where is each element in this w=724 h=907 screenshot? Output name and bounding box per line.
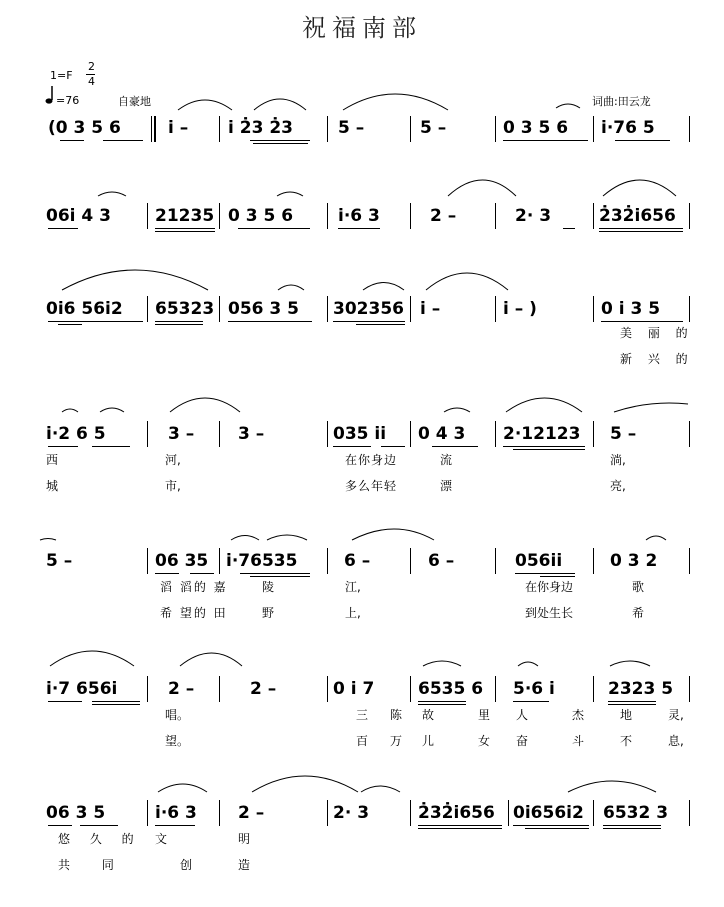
lyric-line-2: 多么年轻 (345, 479, 398, 493)
lyric-line-1: 灵, (668, 708, 684, 722)
measure: 0 i 7 (333, 679, 375, 699)
measure: 0 3 5 6 (503, 118, 569, 138)
lyric-line-1: 陵 (262, 580, 275, 594)
measure: 06i 4 3 (46, 206, 111, 226)
lyric-line-1: 河, (165, 453, 181, 467)
time-signature-top: 2 (88, 60, 95, 73)
measure: 2 – (168, 679, 195, 699)
measure: 0 i 3 5 (601, 299, 661, 319)
lyric-line-2: 息, (668, 734, 684, 748)
lyric-line-1: 悠 久 的 (58, 832, 142, 846)
lyric-line-2: 不 (620, 734, 633, 748)
lyric-line-1: 明 (238, 832, 251, 846)
lyric-line-2: 野 (262, 606, 275, 620)
lyric-line-1: 江, (345, 580, 361, 594)
page-title: 祝福南部 (302, 14, 422, 42)
measure: 06 3 5 (46, 803, 106, 823)
lyric-line-2: 希 (632, 606, 645, 620)
lyric-line-2: 创 (180, 858, 193, 872)
key-signature: 1=F (50, 69, 73, 82)
lyric-line-2: 女 (478, 734, 491, 748)
lyric-line-2: 希 望的 田 (160, 606, 228, 620)
measure: 2 – (430, 206, 457, 226)
lyric-line-1: 西 (46, 453, 59, 467)
measure: 2· 3 (333, 803, 370, 823)
measure: 3 – (168, 424, 195, 444)
measure: 056 3 5 (228, 299, 299, 319)
lyric-line-1: 淌, (610, 453, 626, 467)
lyric-line-1: 三 (356, 708, 369, 722)
measure: 5·6 i (513, 679, 555, 699)
measure: 6535 6 (418, 679, 484, 699)
lyric-line-1: 流 (440, 453, 453, 467)
measure: 2·12123 (503, 424, 581, 444)
measure: i·2 6 5 (46, 424, 106, 444)
measure: 3 – (238, 424, 265, 444)
measure: 0 3 5 6 (228, 206, 294, 226)
lyric-line-1: 地 (620, 708, 633, 722)
measure: 06 35 (155, 551, 209, 571)
lyric-line-1: 里 (478, 708, 491, 722)
measure: 2323 5 (608, 679, 674, 699)
lyric-line-2: 市, (165, 479, 181, 493)
measure: i – (420, 299, 441, 319)
measure: 0 3 2 (610, 551, 658, 571)
lyric-line-1: 美 丽 的 (620, 326, 694, 340)
measure: i – (168, 118, 189, 138)
lyric-line-2: 共 同 (58, 858, 128, 872)
lyric-line-2: 亮, (610, 479, 626, 493)
measure: 6532 3 (603, 803, 669, 823)
measure: 5 – (420, 118, 447, 138)
lyric-line-1: 在你身边 (525, 580, 574, 594)
measure: i – ) (503, 299, 537, 319)
lyric-line-1: 陈 (390, 708, 403, 722)
measure: 0 4 3 (418, 424, 466, 444)
measure: 035 ii (333, 424, 387, 444)
lyric-line-2: 新 兴 的 (620, 352, 694, 366)
measure: 21235 (155, 206, 215, 226)
lyric-line-2: 望。 (165, 734, 190, 748)
measure: 5 – (46, 551, 73, 571)
expression-marking: 自豪地 (118, 95, 151, 108)
lyric-line-1: 在你身边 (345, 453, 398, 467)
lyric-line-2: 到处生长 (525, 606, 574, 620)
credits: 词曲:田云龙 (592, 95, 651, 108)
measure: 2 – (238, 803, 265, 823)
measure: i·6 3 (338, 206, 380, 226)
lyric-line-1: 唱。 (165, 708, 190, 722)
measure: 6 – (344, 551, 371, 571)
lyric-line-1: 人 (516, 708, 529, 722)
lyric-line-2: 斗 (572, 734, 585, 748)
measure: i·76535 (226, 551, 298, 571)
lyric-line-1: 杰 (572, 708, 585, 722)
lyric-line-1: 文 (155, 832, 168, 846)
lyric-line-1: 故 (422, 708, 435, 722)
measure: i·76 5 (601, 118, 655, 138)
measure: 2 – (250, 679, 277, 699)
lyric-line-2: 奋 (516, 734, 529, 748)
lyric-line-2: 儿 (422, 734, 435, 748)
measure: (0 3 5 6 (48, 118, 121, 138)
lyric-line-2: 万 (390, 734, 403, 748)
measure: 2̇32̇i656 (418, 803, 495, 823)
tempo-marking: =76 (56, 94, 80, 107)
measure: 0i656i2 (513, 803, 584, 823)
measure: 6 – (428, 551, 455, 571)
measure: 0i6 56i2 (46, 299, 123, 319)
lyric-line-2: 城 (46, 479, 59, 493)
lyric-line-2: 上, (345, 606, 361, 620)
measure: 65323 (155, 299, 215, 319)
lyric-line-1: 歌 (632, 580, 645, 594)
lyric-line-2: 造 (238, 858, 251, 872)
measure: i 2̇3 2̇3 (228, 118, 293, 138)
time-signature-bottom: 4 (88, 75, 95, 88)
measure: 056ii (515, 551, 563, 571)
measure: 2̇32̇i656 (599, 206, 676, 226)
lyric-line-2: 百 (356, 734, 369, 748)
lyric-line-1: 滔 滔的 嘉 (160, 580, 228, 594)
measure: 2· 3 (515, 206, 552, 226)
measure: i·6 3 (155, 803, 197, 823)
measure: i·7 656i (46, 679, 118, 699)
measure: 302356 (333, 299, 404, 319)
lyric-line-2: 漂 (440, 479, 453, 493)
measure: 5 – (338, 118, 365, 138)
measure: 5 – (610, 424, 637, 444)
